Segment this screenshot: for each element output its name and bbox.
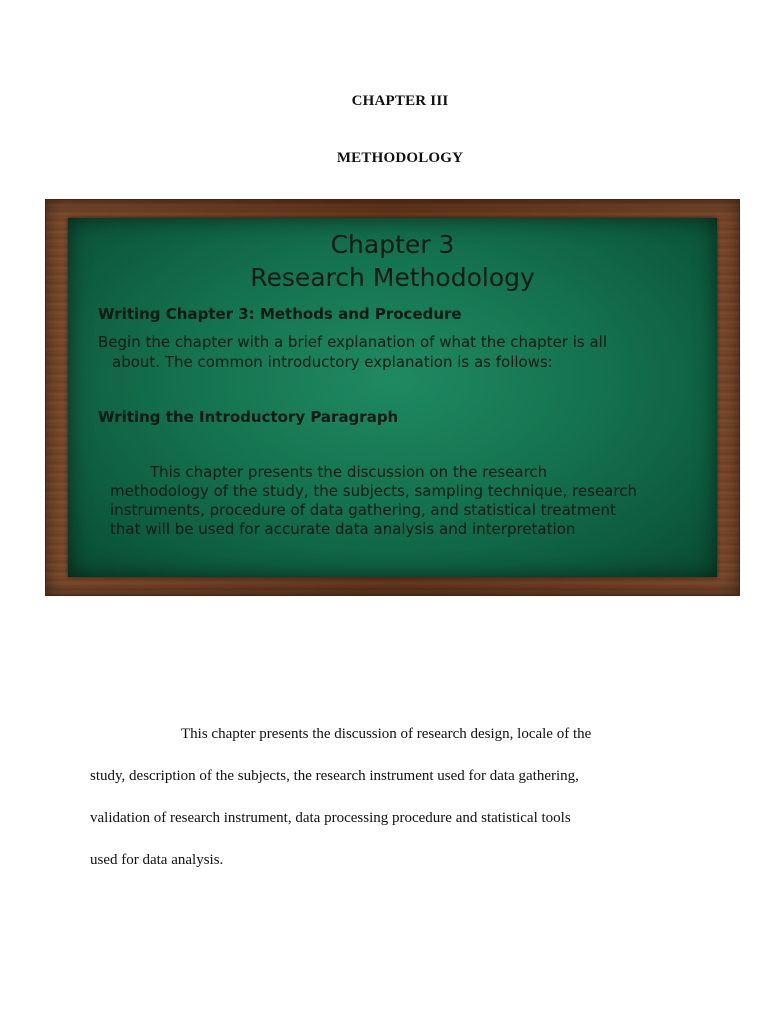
slide-intro-line-2: about. The common introductory explanation is as follows:: [112, 353, 553, 371]
body-line-4: used for data analysis.: [90, 852, 224, 868]
slide-subtitle-methods: Writing Chapter 3: Methods and Procedure: [98, 305, 462, 323]
slide-example-paragraph: [110, 463, 710, 539]
slide-example-line-3: instruments, procedure of data gathering, and statistical treatment: [110, 501, 616, 519]
slide-subtitle-introductory: Writing the Introductory Paragraph: [98, 408, 399, 426]
slide-example-line-4: that will be used for accurate data analysis and interpretation: [110, 520, 576, 538]
slide-intro-line-1: Begin the chapter with a brief explanation of what the chapter is all: [98, 333, 608, 351]
chalkboard-slide-image: [45, 199, 740, 596]
slide-example-line-1: This chapter presents the discussion on the research: [150, 463, 548, 481]
chapter-heading: CHAPTER III: [351, 93, 449, 109]
slide-title-line-2: Research Methodology: [250, 263, 535, 292]
body-line-2: study, description of the subjects, the research instrument used for data gathering,: [90, 768, 579, 784]
body-paragraph: [90, 713, 690, 881]
slide-intro-text: [98, 332, 698, 372]
slide-example-line-2: methodology of the study, the subjects, sampling technique, research: [110, 482, 637, 500]
body-line-3: validation of research instrument, data processing procedure and statistical tools: [90, 810, 571, 826]
chalkboard-surface: [68, 218, 717, 577]
body-line-1: This chapter presents the discussion of research design, locale of the: [181, 726, 592, 742]
slide-title-line-1: Chapter 3: [330, 230, 455, 259]
section-heading: METHODOLOGY: [336, 150, 464, 166]
slide-title: [68, 228, 717, 294]
